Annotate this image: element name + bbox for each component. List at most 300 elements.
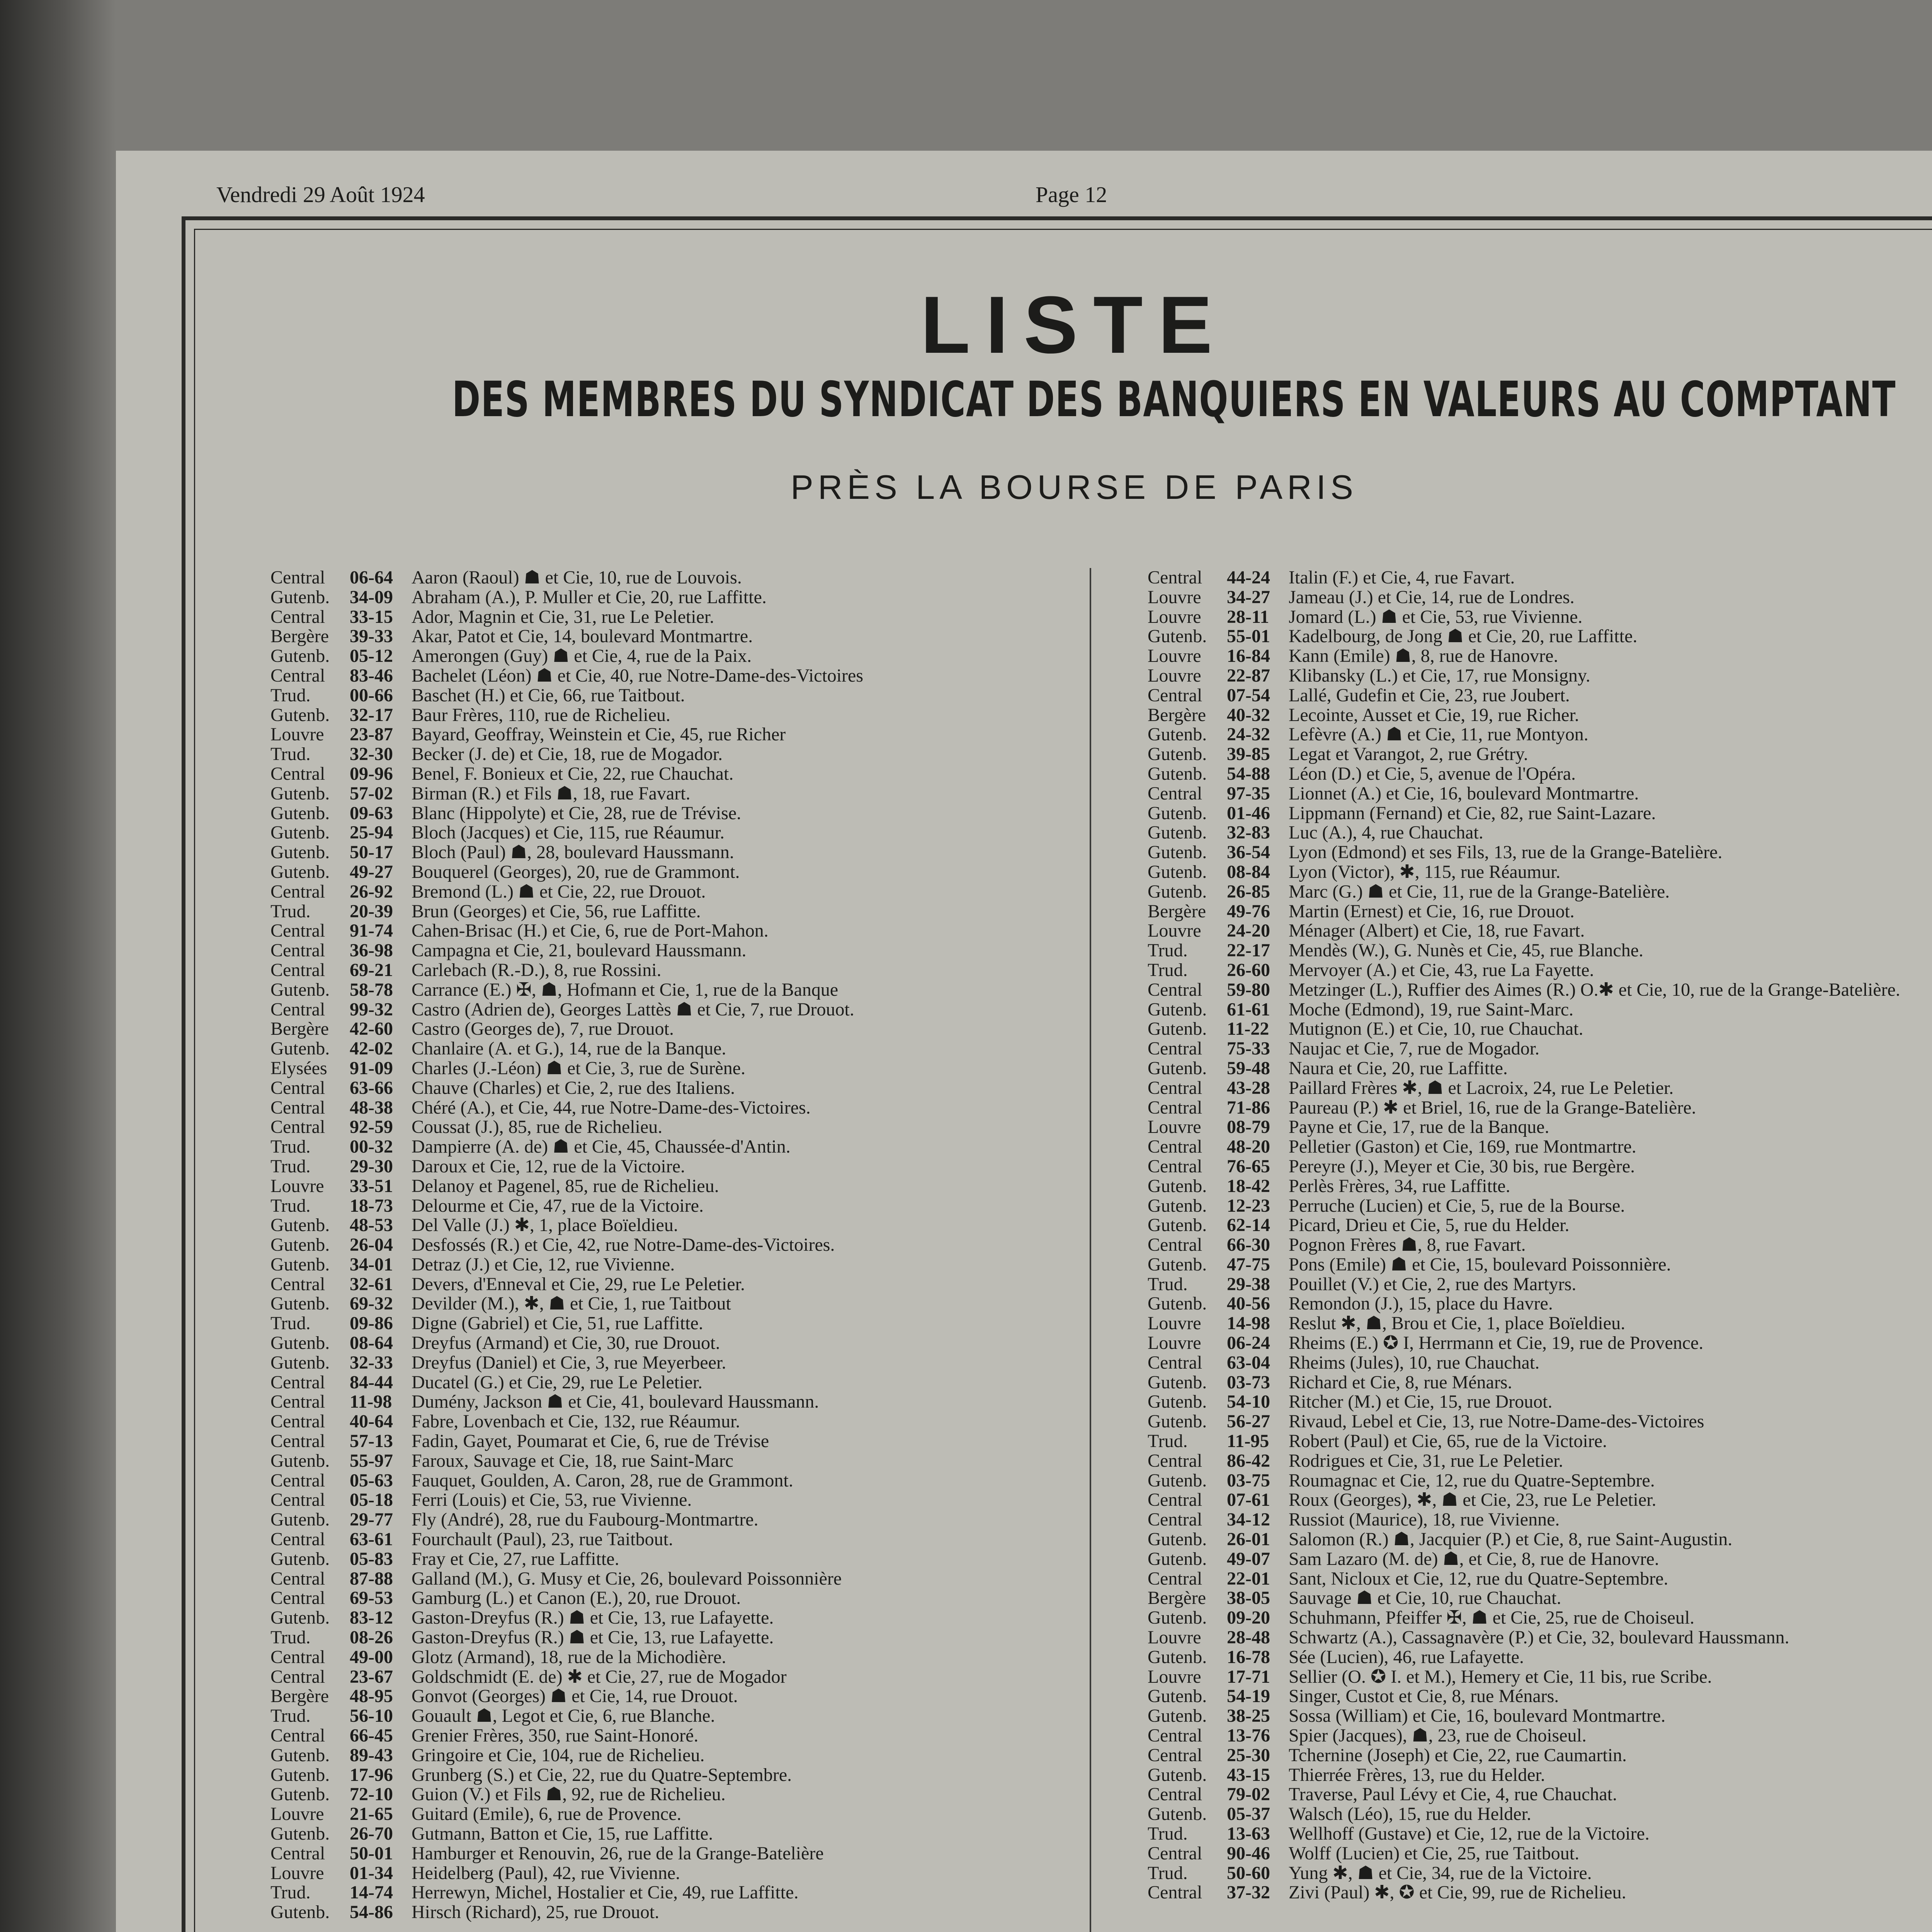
member-name-address: Naujac et Cie, 7, rue de Mogador. [1289, 1039, 1540, 1059]
member-exchange: Central [270, 1078, 325, 1098]
member-name-address: Castro (Georges de), 7, rue Drouot. [412, 1019, 674, 1039]
member-name-address: Heidelberg (Paul), 42, rue Vivienne. [412, 1863, 680, 1883]
member-row [270, 745, 1082, 764]
member-exchange: Gutenb. [1148, 1196, 1207, 1216]
member-exchange: Central [1148, 1078, 1202, 1098]
member-phone: 26-01 [1227, 1530, 1270, 1549]
member-exchange: Gutenb. [270, 1785, 330, 1805]
member-name-address: Rheims (E.) ✪ I, Herrmann et Cie, 19, rue de Provence. [1289, 1333, 1704, 1353]
member-exchange: Louvre [1148, 1314, 1201, 1334]
member-name-address: Yung ✱, ☗ et Cie, 34, rue de la Victoire. [1289, 1863, 1592, 1883]
member-row [1148, 1530, 1932, 1549]
member-name-address: Pouillet (V.) et Cie, 2, rue des Martyrs. [1289, 1274, 1577, 1294]
member-name-address: Gaston-Dreyfus (R.) ☗ et Cie, 13, rue Lafayette. [412, 1628, 774, 1648]
member-name-address: Payne et Cie, 17, rue de la Banque. [1289, 1117, 1549, 1138]
member-name-address: Chanlaire (A. et G.), 14, rue de la Banque. [412, 1039, 726, 1059]
member-row [1148, 706, 1932, 725]
member-name-address: Bloch (Jacques) et Cie, 115, rue Réaumur. [412, 823, 724, 843]
member-phone: 23-87 [350, 725, 393, 745]
member-phone: 05-37 [1227, 1804, 1270, 1824]
member-name-address: Coussat (J.), 85, rue de Richelieu. [412, 1117, 663, 1138]
member-phone: 40-32 [1227, 705, 1270, 725]
member-phone: 39-33 [350, 627, 393, 647]
member-name-address: Bayard, Geoffray, Weinstein et Cie, 45, rue Richer [412, 725, 786, 745]
member-name-address: Paureau (P.) ✱ et Briel, 16, rue de la Grange-Batelière. [1289, 1098, 1696, 1118]
member-row [1148, 1648, 1932, 1667]
member-phone: 99-32 [350, 1000, 393, 1020]
member-row [270, 1530, 1082, 1549]
title-pres: PRÈS LA BOURSE DE PARIS [791, 468, 1358, 506]
member-row [270, 1608, 1082, 1628]
member-phone: 28-48 [1227, 1628, 1270, 1648]
member-row [270, 1746, 1082, 1765]
member-name-address: Baur Frères, 110, rue de Richelieu. [412, 705, 671, 725]
member-phone: 11-95 [1227, 1432, 1269, 1451]
member-exchange: Gutenb. [270, 784, 330, 804]
member-exchange: Central [270, 607, 325, 627]
member-row [270, 823, 1082, 843]
member-phone: 32-83 [1227, 823, 1270, 843]
member-row [1148, 1824, 1932, 1844]
member-exchange: Louvre [1148, 587, 1201, 607]
member-phone: 05-12 [350, 646, 393, 666]
member-row [270, 1353, 1082, 1373]
member-name-address: Sée (Lucien), 46, rue Lafayette. [1289, 1647, 1524, 1667]
member-row [270, 1078, 1082, 1098]
member-phone: 26-85 [1227, 882, 1270, 902]
member-name-address: Lippmann (Fernand) et Cie, 82, rue Saint-Lazare. [1289, 803, 1656, 823]
member-name-address: Schwartz (A.), Cassagnavère (P.) et Cie, 32, boulevard Haussmann. [1289, 1628, 1789, 1648]
member-exchange: Gutenb. [1148, 1804, 1207, 1824]
member-phone: 13-63 [1227, 1824, 1270, 1844]
member-phone: 29-77 [350, 1510, 393, 1530]
member-phone: 18-42 [1227, 1176, 1270, 1196]
member-exchange: Trud. [1148, 1824, 1188, 1844]
member-exchange: Trud. [270, 1196, 311, 1216]
member-row [270, 882, 1082, 902]
member-exchange: Central [1148, 980, 1202, 1000]
member-phone: 26-92 [350, 882, 393, 902]
member-phone: 86-42 [1227, 1451, 1270, 1471]
member-name-address: Bouquerel (Georges), 20, rue de Grammont. [412, 862, 740, 882]
member-phone: 17-96 [350, 1765, 393, 1785]
member-name-address: Pognon Frères ☗, 8, rue Favart. [1289, 1235, 1526, 1255]
member-phone: 56-27 [1227, 1412, 1270, 1432]
member-row [1148, 921, 1932, 941]
member-row [1148, 1490, 1932, 1510]
member-row [1148, 627, 1932, 646]
title-liste: LISTE [920, 279, 1228, 370]
member-phone: 03-75 [1227, 1471, 1270, 1491]
member-row [270, 1785, 1082, 1804]
member-row [270, 1019, 1082, 1039]
member-name-address: Sossa (William) et Cie, 16, boulevard Montmartre. [1289, 1706, 1666, 1726]
member-row [270, 1765, 1082, 1785]
member-name-address: Paillard Frères ✱, ☗ et Lacroix, 24, rue Le Peletier. [1289, 1078, 1674, 1098]
member-exchange: Gutenb. [1148, 1706, 1207, 1726]
member-exchange: Gutenb. [270, 1255, 330, 1275]
member-row [270, 1490, 1082, 1510]
member-phone: 58-78 [350, 980, 393, 1000]
member-exchange: Trud. [270, 1156, 311, 1177]
member-exchange: Gutenb. [1148, 1647, 1207, 1667]
member-name-address: Fly (André), 28, rue du Faubourg-Montmartre. [412, 1510, 759, 1530]
member-phone: 50-60 [1227, 1863, 1270, 1883]
member-name-address: Baschet (H.) et Cie, 66, rue Taitbout. [412, 685, 685, 706]
member-phone: 79-02 [1227, 1785, 1270, 1805]
member-row [1148, 1726, 1932, 1746]
member-exchange: Central [270, 1000, 325, 1020]
member-row [270, 1510, 1082, 1530]
member-phone: 69-53 [350, 1588, 393, 1609]
member-phone: 49-07 [1227, 1549, 1270, 1569]
member-row [1148, 1883, 1932, 1903]
member-phone: 38-25 [1227, 1706, 1270, 1726]
member-exchange: Louvre [1148, 1667, 1201, 1687]
member-row [1148, 843, 1932, 862]
member-row [1148, 1588, 1932, 1608]
member-row [1148, 1275, 1932, 1294]
member-phone: 33-15 [350, 607, 393, 627]
member-row [1148, 1098, 1932, 1118]
member-exchange: Central [270, 568, 325, 588]
member-phone: 07-54 [1227, 685, 1270, 706]
member-row [1148, 607, 1932, 627]
member-exchange: Trud. [1148, 941, 1188, 961]
member-row [270, 568, 1082, 588]
member-row [270, 1314, 1082, 1333]
member-phone: 36-98 [350, 941, 393, 961]
member-phone: 23-67 [350, 1667, 393, 1687]
member-row [270, 1216, 1082, 1235]
header-page: Page 12 [1036, 182, 1107, 207]
member-phone: 29-38 [1227, 1274, 1270, 1294]
member-row [270, 1098, 1082, 1118]
member-row [270, 1451, 1082, 1471]
member-name-address: Gaston-Dreyfus (R.) ☗ et Cie, 13, rue Lafayette. [412, 1608, 774, 1628]
member-name-address: Traverse, Paul Lévy et Cie, 4, rue Chauchat. [1289, 1785, 1617, 1805]
member-phone: 48-95 [350, 1687, 393, 1707]
member-row [1148, 1333, 1932, 1353]
member-row [1148, 1706, 1932, 1726]
member-phone: 54-10 [1227, 1392, 1270, 1412]
member-name-address: Singer, Custot et Cie, 8, rue Ménars. [1289, 1687, 1559, 1707]
member-row [270, 1039, 1082, 1059]
member-exchange: Central [270, 1432, 325, 1451]
member-row [1148, 1373, 1932, 1393]
member-exchange: Central [1148, 1785, 1202, 1805]
member-phone: 28-11 [1227, 607, 1269, 627]
member-exchange: Central [270, 1667, 325, 1687]
member-phone: 24-20 [1227, 921, 1270, 941]
member-exchange: Gutenb. [270, 1216, 330, 1236]
member-row [270, 1667, 1082, 1687]
member-exchange: Central [270, 1117, 325, 1138]
member-row [270, 1804, 1082, 1824]
member-exchange: Gutenb. [270, 1824, 330, 1844]
member-exchange: Central [270, 921, 325, 941]
member-exchange: Central [1148, 1451, 1202, 1471]
member-row [270, 1648, 1082, 1667]
member-name-address: Lallé, Gudefin et Cie, 23, rue Joubert. [1289, 685, 1570, 706]
member-exchange: Central [1148, 1883, 1202, 1903]
member-phone: 72-10 [350, 1785, 393, 1805]
member-name-address: Mervoyer (A.) et Cie, 43, rue La Fayette. [1289, 960, 1594, 980]
member-exchange: Louvre [1148, 1333, 1201, 1353]
member-phone: 34-12 [1227, 1510, 1270, 1530]
member-phone: 47-75 [1227, 1255, 1270, 1275]
member-phone: 54-88 [1227, 764, 1270, 784]
member-row [270, 1412, 1082, 1432]
member-name-address: Gringoire et Cie, 104, rue de Richelieu. [412, 1745, 705, 1765]
member-row [1148, 1059, 1932, 1078]
member-name-address: Faroux, Sauvage et Cie, 18, rue Saint-Marc [412, 1451, 734, 1471]
member-exchange: Gutenb. [270, 1608, 330, 1628]
member-name-address: Sam Lazaro (M. de) ☗, et Cie, 8, rue de Hanovre. [1289, 1549, 1659, 1569]
member-exchange: Louvre [270, 1176, 324, 1196]
member-name-address: Robert (Paul) et Cie, 65, rue de la Victoire. [1289, 1432, 1607, 1451]
member-row [1148, 784, 1932, 804]
member-row [1148, 1510, 1932, 1530]
member-name-address: Klibansky (L.) et Cie, 17, rue Monsigny. [1289, 666, 1590, 686]
member-exchange: Central [1148, 1726, 1202, 1746]
member-phone: 48-38 [350, 1098, 393, 1118]
member-exchange: Central [270, 1588, 325, 1609]
member-exchange: Central [1148, 1745, 1202, 1765]
member-phone: 03-73 [1227, 1372, 1270, 1393]
member-phone: 17-71 [1227, 1667, 1270, 1687]
member-name-address: Sellier (O. ✪ I. et M.), Hemery et Cie, 11 bis, rue Scribe. [1289, 1667, 1712, 1687]
member-phone: 54-19 [1227, 1687, 1270, 1707]
member-exchange: Trud. [1148, 1863, 1188, 1883]
member-phone: 55-01 [1227, 627, 1270, 647]
member-name-address: Mendès (W.), G. Nunès et Cie, 45, rue Blanche. [1289, 941, 1643, 961]
member-exchange: Louvre [1148, 646, 1201, 666]
member-exchange: Gutenb. [270, 1903, 330, 1922]
member-phone: 55-97 [350, 1451, 393, 1471]
member-name-address: Remondon (J.), 15, place du Havre. [1289, 1294, 1553, 1314]
member-phone: 48-53 [350, 1216, 393, 1236]
member-phone: 21-65 [350, 1804, 393, 1824]
member-exchange: Central [270, 1471, 325, 1491]
member-phone: 09-86 [350, 1314, 393, 1334]
member-name-address: Kadelbourg, de Jong ☗ et Cie, 20, rue Laffitte. [1289, 627, 1638, 647]
member-name-address: Schuhmann, Pfeiffer ✠, ☗ et Cie, 25, rue de Choiseul. [1289, 1608, 1695, 1628]
member-name-address: Goldschmidt (E. de) ✱ et Cie, 27, rue de Mogador [412, 1667, 787, 1687]
member-phone: 84-44 [350, 1372, 393, 1393]
member-exchange: Gutenb. [1148, 1530, 1207, 1549]
member-exchange: Gutenb. [1148, 1176, 1207, 1196]
member-exchange: Gutenb. [1148, 843, 1207, 862]
member-name-address: Castro (Adrien de), Georges Lattès ☗ et Cie, 7, rue Drouot. [412, 1000, 854, 1020]
member-exchange: Louvre [1148, 1117, 1201, 1138]
member-phone: 91-09 [350, 1058, 393, 1078]
member-row [270, 941, 1082, 961]
member-phone: 71-86 [1227, 1098, 1270, 1118]
member-name-address: Lyon (Victor), ✱, 115, rue Réaumur. [1289, 862, 1561, 882]
member-name-address: Guion (V.) et Fils ☗, 92, rue de Richelieu. [412, 1785, 726, 1805]
member-exchange: Gutenb. [1148, 627, 1207, 647]
member-name-address: Detraz (J.) et Cie, 12, rue Vivienne. [412, 1255, 675, 1275]
member-phone: 16-84 [1227, 646, 1270, 666]
member-name-address: Dreyfus (Armand) et Cie, 30, rue Drouot. [412, 1333, 720, 1353]
member-row [1148, 1432, 1932, 1451]
member-row [270, 1255, 1082, 1275]
member-name-address: Digne (Gabriel) et Cie, 51, rue Laffitte. [412, 1314, 703, 1334]
member-phone: 13-76 [1227, 1726, 1270, 1746]
member-phone: 57-02 [350, 784, 393, 804]
member-row [270, 1628, 1082, 1648]
member-row [270, 1687, 1082, 1706]
member-row [1148, 764, 1932, 784]
member-row [270, 1275, 1082, 1294]
member-row [270, 686, 1082, 706]
member-phone: 59-48 [1227, 1058, 1270, 1078]
member-row [1148, 1019, 1932, 1039]
member-exchange: Gutenb. [270, 646, 330, 666]
member-phone: 09-20 [1227, 1608, 1270, 1628]
member-row [1148, 1392, 1932, 1412]
member-name-address: Tchernine (Joseph) et Cie, 22, rue Caumartin. [1289, 1745, 1627, 1765]
member-phone: 39-85 [1227, 745, 1270, 764]
member-phone: 00-32 [350, 1137, 393, 1157]
member-exchange: Trud. [270, 1314, 311, 1334]
member-exchange: Central [1148, 1098, 1202, 1118]
member-exchange: Central [1148, 1490, 1202, 1510]
member-exchange: Gutenb. [270, 803, 330, 823]
member-name-address: Fauquet, Goulden, A. Caron, 28, rue de Grammont. [412, 1471, 793, 1491]
member-name-address: Cahen-Brisac (H.) et Cie, 6, rue de Port-Mahon. [412, 921, 769, 941]
member-name-address: Del Valle (J.) ✱, 1, place Boïeldieu. [412, 1216, 678, 1236]
member-name-address: Pelletier (Gaston) et Cie, 169, rue Montmartre. [1289, 1137, 1636, 1157]
member-phone: 08-64 [350, 1333, 393, 1353]
member-row [1148, 823, 1932, 843]
member-name-address: Pereyre (J.), Meyer et Cie, 30 bis, rue Bergère. [1289, 1156, 1635, 1177]
member-phone: 44-24 [1227, 568, 1270, 588]
member-exchange: Central [1148, 685, 1202, 706]
member-row [270, 1432, 1082, 1451]
member-row [270, 980, 1082, 1000]
member-row [1148, 666, 1932, 686]
member-name-address: Metzinger (L.), Ruffier des Aimes (R.) O.✱ et Cie, 10, rue de la Grange-Batelière. [1289, 980, 1900, 1000]
member-phone: 63-04 [1227, 1353, 1270, 1373]
member-row [270, 627, 1082, 646]
member-exchange: Gutenb. [1148, 1000, 1207, 1020]
member-exchange: Gutenb. [1148, 745, 1207, 764]
member-name-address: Reslut ✱, ☗, Brou et Cie, 1, place Boïeldieu. [1289, 1314, 1626, 1334]
member-phone: 25-94 [350, 823, 393, 843]
member-exchange: Louvre [1148, 607, 1201, 627]
member-exchange: Louvre [1148, 666, 1201, 686]
member-exchange: Louvre [1148, 1628, 1201, 1648]
member-phone: 00-66 [350, 685, 393, 706]
member-name-address: Aaron (Raoul) ☗ et Cie, 10, rue de Louvois. [412, 568, 742, 588]
member-row [270, 1000, 1082, 1020]
member-name-address: Amerongen (Guy) ☗ et Cie, 4, rue de la Paix. [412, 646, 752, 666]
member-row [1148, 1039, 1932, 1059]
member-row [270, 862, 1082, 882]
member-phone: 12-23 [1227, 1196, 1270, 1216]
member-row [270, 1549, 1082, 1569]
member-row [270, 1117, 1082, 1137]
member-name-address: Delanoy et Pagenel, 85, rue de Richelieu. [412, 1176, 719, 1196]
member-name-address: Gamburg (L.) et Canon (E.), 20, rue Drouot. [412, 1588, 741, 1609]
member-exchange: Gutenb. [1148, 1687, 1207, 1707]
member-name-address: Léon (D.) et Cie, 5, avenue de l'Opéra. [1289, 764, 1576, 784]
member-name-address: Bremond (L.) ☗ et Cie, 22, rue Drouot. [412, 882, 706, 902]
member-phone: 83-12 [350, 1608, 393, 1628]
member-row [1148, 1667, 1932, 1687]
header-date: Vendredi 29 Août 1924 [216, 182, 425, 207]
member-phone: 08-79 [1227, 1117, 1270, 1138]
member-row [270, 1196, 1082, 1216]
member-row [1148, 1137, 1932, 1157]
members-right-column [1148, 568, 1932, 1903]
member-row [1148, 1235, 1932, 1255]
member-name-address: Benel, F. Bonieux et Cie, 22, rue Chauchat. [412, 764, 734, 784]
member-name-address: Dampierre (A. de) ☗ et Cie, 45, Chaussée-d'Antin. [412, 1137, 791, 1157]
member-name-address: Brun (Georges) et Cie, 56, rue Laffitte. [412, 901, 701, 922]
member-name-address: Galland (M.), G. Musy et Cie, 26, boulevard Poissonnière [412, 1569, 842, 1589]
title-subtitle: DES MEMBRES DU SYNDICAT DES BANQUIERS EN VALEURS AU COMPTANT [452, 371, 1896, 428]
member-exchange: Louvre [270, 1863, 324, 1883]
member-row [270, 1844, 1082, 1864]
member-row [1148, 1314, 1932, 1333]
member-phone: 11-22 [1227, 1019, 1269, 1039]
member-phone: 97-35 [1227, 784, 1270, 804]
member-row [1148, 1687, 1932, 1706]
member-phone: 24-32 [1227, 725, 1270, 745]
member-name-address: Becker (J. de) et Cie, 18, rue de Mogador. [412, 745, 723, 764]
member-exchange: Gutenb. [270, 1451, 330, 1471]
member-exchange: Central [270, 1647, 325, 1667]
member-phone: 32-30 [350, 745, 393, 764]
member-exchange: Gutenb. [270, 862, 330, 882]
member-phone: 29-30 [350, 1156, 393, 1177]
member-phone: 43-28 [1227, 1078, 1270, 1098]
member-name-address: Lionnet (A.) et Cie, 16, boulevard Montmartre. [1289, 784, 1639, 804]
member-phone: 26-04 [350, 1235, 393, 1255]
member-row [1148, 1804, 1932, 1824]
member-name-address: Ferri (Louis) et Cie, 53, rue Vivienne. [412, 1490, 692, 1510]
member-name-address: Devers, d'Enneval et Cie, 29, rue Le Peletier. [412, 1274, 745, 1294]
member-phone: 34-27 [1227, 587, 1270, 607]
member-row [270, 1137, 1082, 1157]
member-exchange: Bergère [1148, 705, 1206, 725]
member-name-address: Naura et Cie, 20, rue Laffitte. [1289, 1058, 1508, 1078]
member-exchange: Gutenb. [1148, 882, 1207, 902]
member-name-address: Hamburger et Renouvin, 26, rue de la Grange-Batelière [412, 1844, 824, 1864]
member-phone: 40-56 [1227, 1294, 1270, 1314]
member-name-address: Daroux et Cie, 12, rue de la Victoire. [412, 1156, 685, 1177]
member-exchange: Gutenb. [1148, 823, 1207, 843]
member-exchange: Gutenb. [1148, 1058, 1207, 1078]
member-row [1148, 941, 1932, 961]
members-left-column [270, 568, 1082, 1922]
member-name-address: Martin (Ernest) et Cie, 16, rue Drouot. [1289, 901, 1575, 922]
member-name-address: Walsch (Léo), 15, rue du Helder. [1289, 1804, 1531, 1824]
member-name-address: Dreyfus (Daniel) et Cie, 3, rue Meyerbeer. [412, 1353, 726, 1373]
member-exchange: Central [1148, 1510, 1202, 1530]
member-row [270, 646, 1082, 666]
member-exchange: Gutenb. [270, 1294, 330, 1314]
member-exchange: Gutenb. [270, 1353, 330, 1373]
member-phone: 32-17 [350, 705, 393, 725]
member-phone: 36-54 [1227, 843, 1270, 862]
member-phone: 08-84 [1227, 862, 1270, 882]
member-row [1148, 588, 1932, 607]
member-exchange: Gutenb. [270, 1333, 330, 1353]
